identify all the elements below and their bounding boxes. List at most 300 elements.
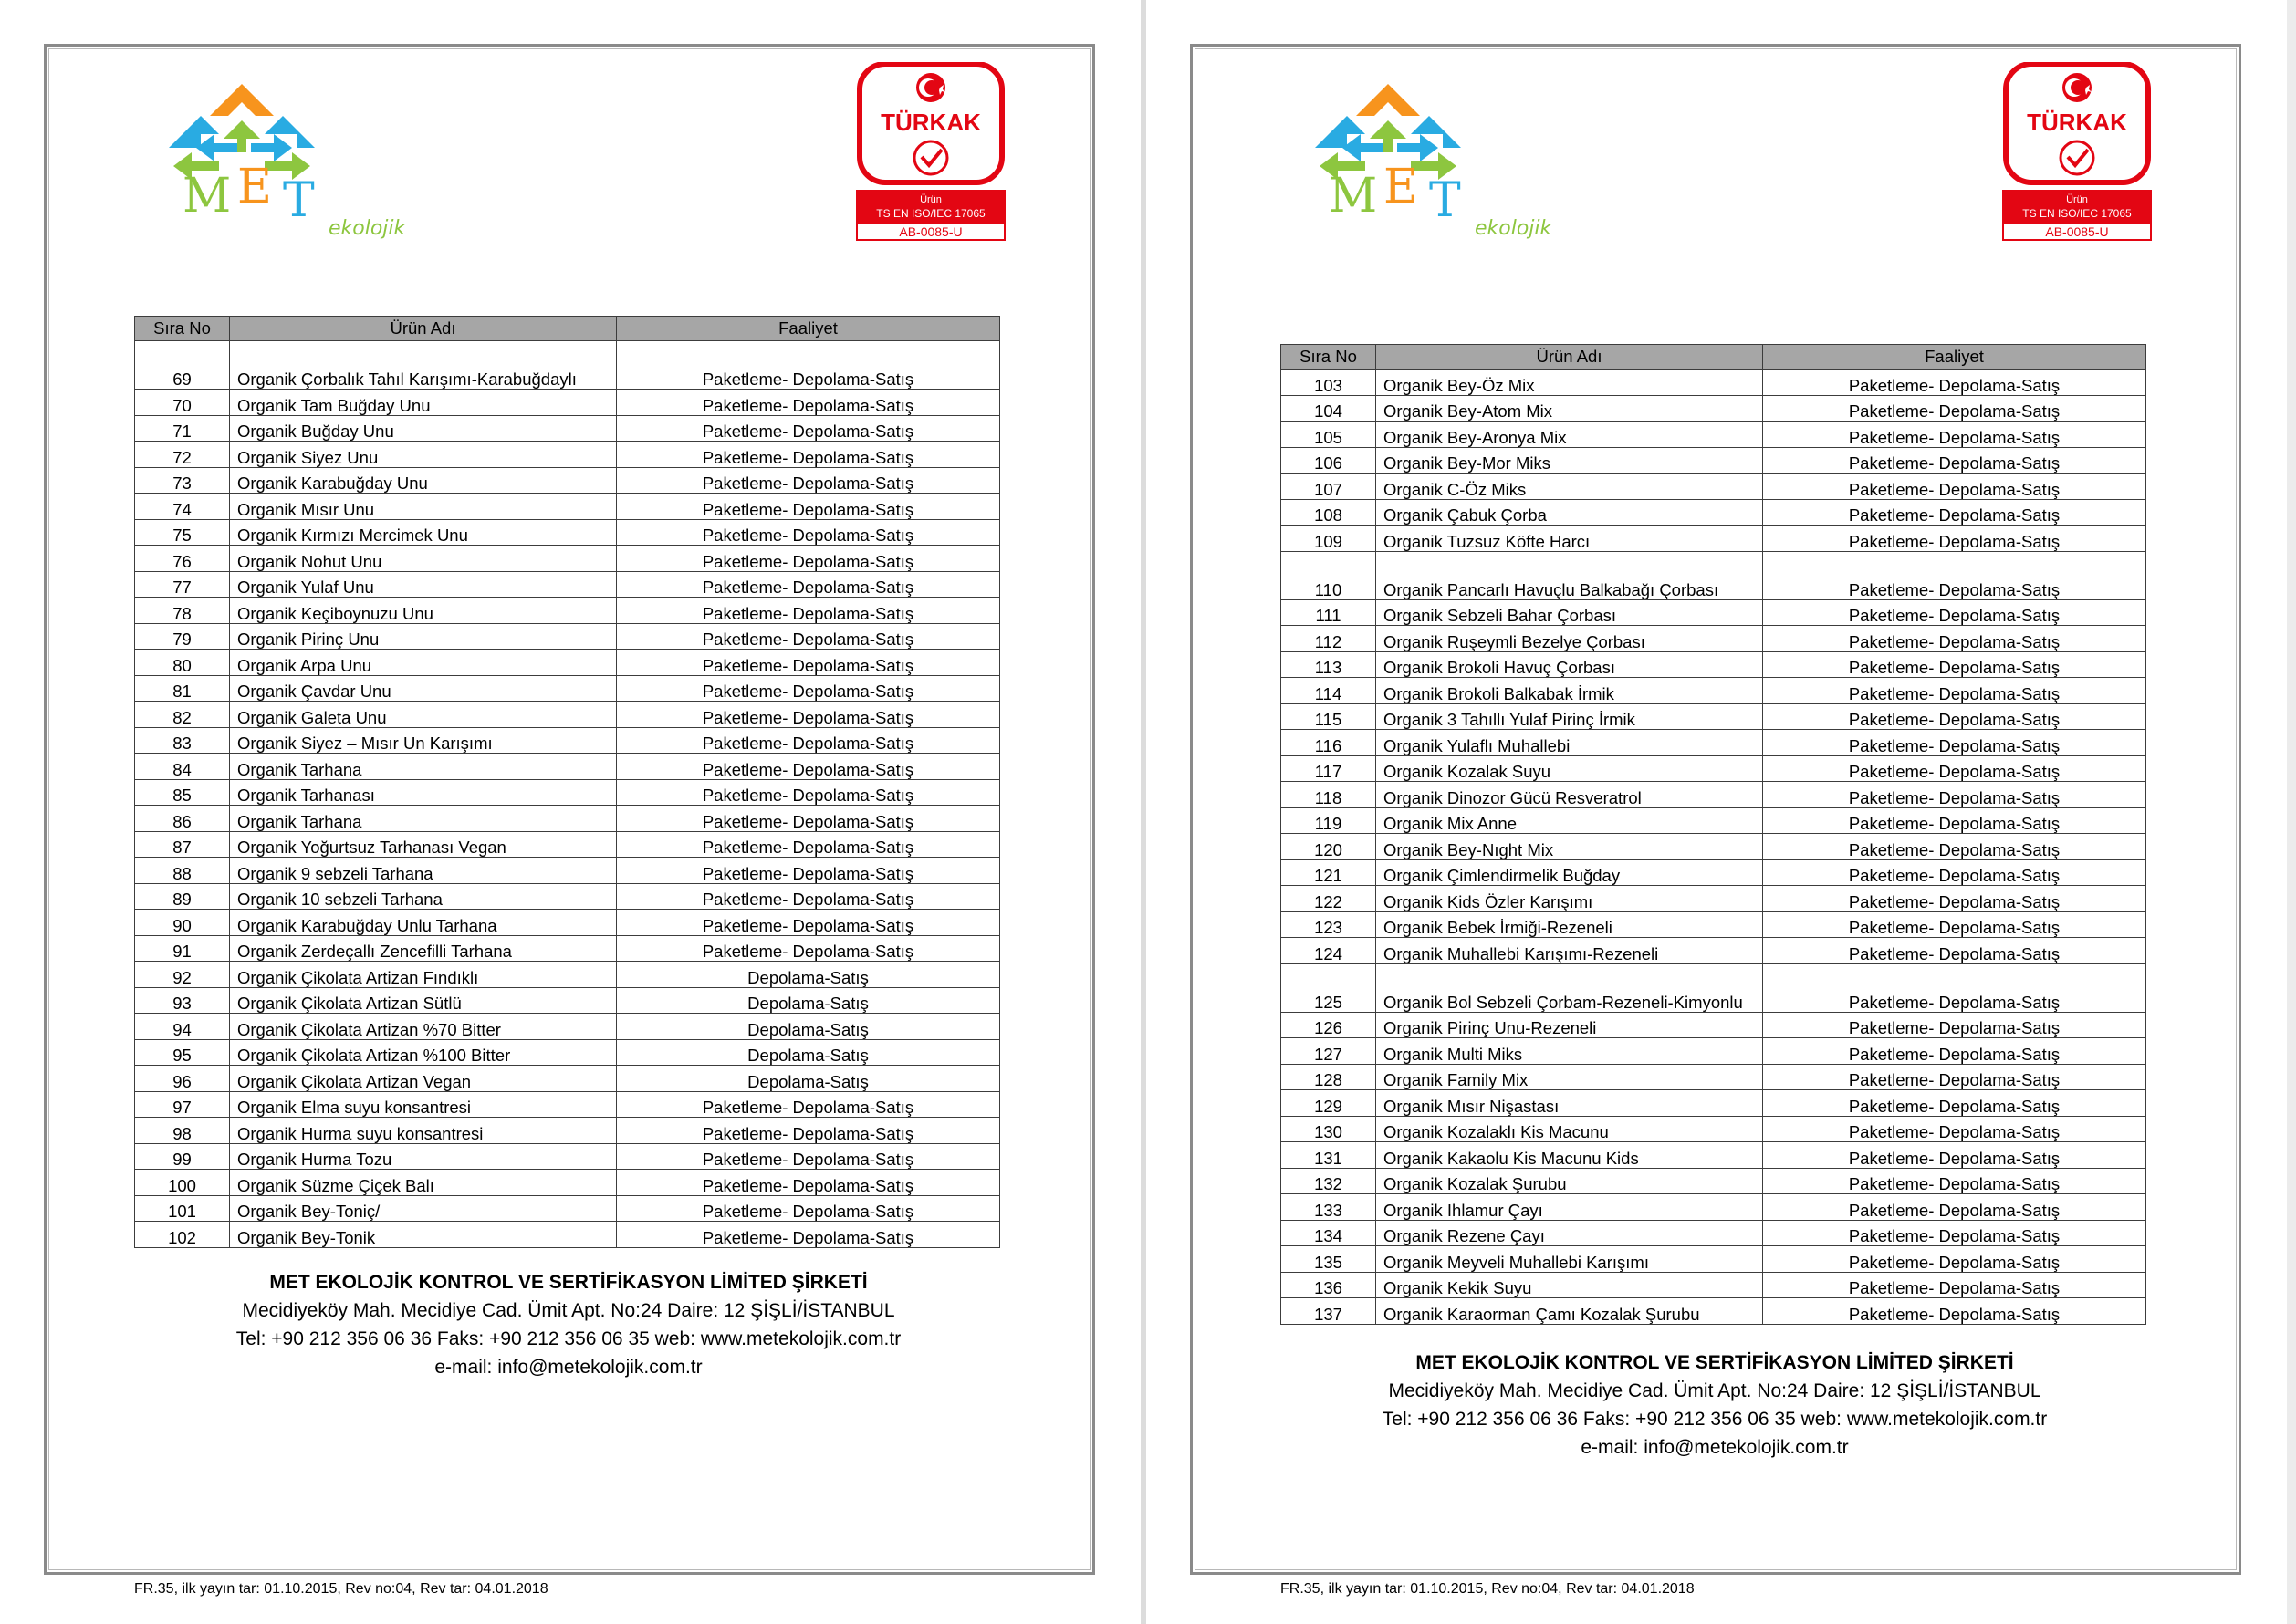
product-name-cell: Organik 9 sebzeli Tarhana (230, 858, 617, 884)
row-number-cell: 107 (1281, 474, 1376, 500)
row-number-cell: 105 (1281, 422, 1376, 448)
activity-cell: Paketleme- Depolama-Satış (1763, 1038, 2146, 1065)
row-number-cell: 93 (135, 987, 230, 1014)
logo-subtext: ekolojik (329, 217, 406, 240)
activity-cell: Depolama-Satış (617, 1039, 1000, 1066)
product-name-cell: Organik Kozalak Suyu (1376, 755, 1763, 782)
turkak-code: AB-0085-U (2045, 224, 2109, 239)
product-name-cell: Organik Bey-Nıght Mix (1376, 834, 1763, 860)
activity-cell: Paketleme- Depolama-Satış (1763, 911, 2146, 938)
product-name-cell: Organik C-Öz Miks (1376, 474, 1763, 500)
activity-cell: Paketleme- Depolama-Satış (617, 519, 1000, 546)
page-left (0, 0, 1141, 1624)
activity-cell: Depolama-Satış (617, 987, 1000, 1014)
table-row (135, 1195, 1000, 1222)
product-name-cell: Organik Bol Sebzeli Çorbam-Rezeneli-Kimyonlu (1376, 963, 1763, 1012)
product-name-cell: Organik Siyez Unu (230, 442, 617, 468)
table-row (135, 598, 1000, 624)
product-name-cell: Organik Çorbalık Tahıl Karışımı-Karabuğdaylı (230, 341, 617, 390)
activity-cell: Paketleme- Depolama-Satış (1763, 526, 2146, 552)
table-row (135, 1014, 1000, 1040)
table-row (1281, 755, 2146, 782)
column-header-name: Ürün Adı (230, 317, 617, 341)
activity-cell: Paketleme- Depolama-Satış (1763, 1220, 2146, 1246)
product-name-cell: Organik Elma suyu konsantresi (230, 1091, 617, 1118)
product-name-cell: Organik Çikolata Artizan Vegan (230, 1066, 617, 1092)
product-name-cell: Organik Keçiboynuzu Unu (230, 598, 617, 624)
activity-cell: Paketleme- Depolama-Satış (617, 1222, 1000, 1248)
activity-cell: Paketleme- Depolama-Satış (617, 571, 1000, 598)
product-name-cell: Organik Çimlendirmelik Buğday (1376, 859, 1763, 886)
activity-cell: Paketleme- Depolama-Satış (617, 1195, 1000, 1222)
activity-cell: Paketleme- Depolama-Satış (1763, 755, 2146, 782)
activity-cell: Paketleme- Depolama-Satış (617, 806, 1000, 832)
company-email: e-mail: info@metekolojik.com.tr (1581, 1437, 1849, 1458)
activity-cell: Depolama-Satış (617, 1066, 1000, 1092)
row-number-cell: 117 (1281, 755, 1376, 782)
product-name-cell: Organik Ihlamur Çayı (1376, 1194, 1763, 1221)
row-number-cell: 73 (135, 467, 230, 494)
product-name-cell: Organik Bey-Aronya Mix (1376, 422, 1763, 448)
activity-cell: Paketleme- Depolama-Satış (1763, 1012, 2146, 1038)
row-number-cell: 123 (1281, 911, 1376, 938)
logo-letter-t: T (283, 173, 315, 228)
row-number-cell: 69 (135, 341, 230, 390)
product-name-cell: Organik Galeta Unu (230, 702, 617, 728)
product-name-cell: Organik Multi Miks (1376, 1038, 1763, 1065)
page-right (1146, 0, 2287, 1624)
company-info (135, 1268, 1002, 1381)
row-number-cell: 86 (135, 806, 230, 832)
logo-letter-t: T (1429, 173, 1461, 228)
activity-cell: Paketleme- Depolama-Satış (1763, 499, 2146, 526)
table-row (1281, 1064, 2146, 1090)
row-number-cell: 120 (1281, 834, 1376, 860)
row-number-cell: 84 (135, 754, 230, 780)
row-number-cell: 88 (135, 858, 230, 884)
table-row (135, 675, 1000, 702)
activity-cell: Paketleme- Depolama-Satış (1763, 1090, 2146, 1117)
row-number-cell: 119 (1281, 807, 1376, 834)
row-number-cell: 133 (1281, 1194, 1376, 1221)
row-number-cell: 70 (135, 390, 230, 416)
table-row (1281, 911, 2146, 938)
row-number-cell: 114 (1281, 678, 1376, 704)
activity-cell: Paketleme- Depolama-Satış (617, 598, 1000, 624)
column-header-no: Sıra No (135, 317, 230, 341)
row-number-cell: 79 (135, 623, 230, 650)
product-name-cell: Organik Süzme Çiçek Balı (230, 1170, 617, 1196)
turkak-line1: Ürün (920, 194, 942, 205)
row-number-cell: 136 (1281, 1272, 1376, 1298)
table-row (135, 727, 1000, 754)
table-row (1281, 807, 2146, 834)
row-number-cell: 98 (135, 1118, 230, 1144)
table-row (135, 962, 1000, 988)
turkak-accreditation-logo (2002, 62, 2152, 245)
column-header-no: Sıra No (1281, 345, 1376, 370)
table-row (135, 1143, 1000, 1170)
row-number-cell: 92 (135, 962, 230, 988)
table-row (135, 1066, 1000, 1092)
row-number-cell: 83 (135, 727, 230, 754)
table-row (1281, 1012, 2146, 1038)
table-row (135, 806, 1000, 832)
table-row (1281, 834, 2146, 860)
activity-cell: Depolama-Satış (617, 962, 1000, 988)
table-row (135, 494, 1000, 520)
logo-letter-m: M (1329, 169, 1378, 224)
activity-cell: Paketleme- Depolama-Satış (617, 858, 1000, 884)
company-address: Mecidiyeköy Mah. Mecidiye Cad. Ümit Apt. No:24 Daire: 12 ŞİŞLİ/İSTANBUL (1388, 1380, 2041, 1401)
row-number-cell: 128 (1281, 1064, 1376, 1090)
row-number-cell: 91 (135, 935, 230, 962)
activity-cell: Paketleme- Depolama-Satış (1763, 730, 2146, 756)
row-number-cell: 124 (1281, 938, 1376, 964)
activity-cell: Paketleme- Depolama-Satış (1763, 1142, 2146, 1169)
row-number-cell: 99 (135, 1143, 230, 1170)
turkak-accreditation-logo (856, 62, 1006, 245)
logo-letter-e: E (1383, 160, 1418, 214)
row-number-cell: 76 (135, 546, 230, 572)
activity-cell: Paketleme- Depolama-Satış (617, 935, 1000, 962)
activity-cell: Paketleme- Depolama-Satış (1763, 834, 2146, 860)
product-name-cell: Organik Buğday Unu (230, 415, 617, 442)
table-row (135, 831, 1000, 858)
row-number-cell: 77 (135, 571, 230, 598)
table-row (135, 519, 1000, 546)
product-name-cell: Organik Bey-Mor Miks (1376, 447, 1763, 474)
activity-cell: Paketleme- Depolama-Satış (1763, 1116, 2146, 1142)
row-number-cell: 96 (135, 1066, 230, 1092)
product-name-cell: Organik 3 Tahıllı Yulaf Pirinç İrmik (1376, 703, 1763, 730)
product-name-cell: Organik Bey-Tonik (230, 1222, 617, 1248)
table-row (1281, 782, 2146, 808)
product-name-cell: Organik Zerdeçallı Zencefilli Tarhana (230, 935, 617, 962)
met-ekolojik-logo (137, 66, 447, 248)
activity-cell: Paketleme- Depolama-Satış (1763, 859, 2146, 886)
row-number-cell: 106 (1281, 447, 1376, 474)
activity-cell: Paketleme- Depolama-Satış (1763, 626, 2146, 652)
table-row (1281, 526, 2146, 552)
activity-cell: Paketleme- Depolama-Satış (1763, 963, 2146, 1012)
product-name-cell: Organik Sebzeli Bahar Çorbası (1376, 599, 1763, 626)
activity-cell: Paketleme- Depolama-Satış (617, 341, 1000, 390)
table-row (135, 754, 1000, 780)
activity-cell: Paketleme- Depolama-Satış (1763, 447, 2146, 474)
product-name-cell: Organik Family Mix (1376, 1064, 1763, 1090)
met-ekolojik-logo (1283, 66, 1593, 248)
row-number-cell: 118 (1281, 782, 1376, 808)
product-name-cell: Organik Bey-Toniç/ (230, 1195, 617, 1222)
table-row (135, 779, 1000, 806)
row-number-cell: 109 (1281, 526, 1376, 552)
activity-cell: Paketleme- Depolama-Satış (617, 442, 1000, 468)
product-name-cell: Organik Kekik Suyu (1376, 1272, 1763, 1298)
activity-cell: Paketleme- Depolama-Satış (1763, 474, 2146, 500)
table-row (135, 341, 1000, 390)
table-row (135, 935, 1000, 962)
product-name-cell: Organik Meyveli Muhallebi Karışımı (1376, 1246, 1763, 1273)
table-row (1281, 886, 2146, 912)
table-row (135, 1039, 1000, 1066)
product-name-cell: Organik Siyez – Mısır Un Karışımı (230, 727, 617, 754)
product-name-cell: Organik Tarhana (230, 806, 617, 832)
row-number-cell: 121 (1281, 859, 1376, 886)
activity-cell: Paketleme- Depolama-Satış (1763, 651, 2146, 678)
activity-cell: Paketleme- Depolama-Satış (617, 467, 1000, 494)
product-name-cell: Organik Pancarlı Havuçlu Balkabağı Çorbası (1376, 551, 1763, 599)
table-row (135, 1170, 1000, 1196)
activity-cell: Paketleme- Depolama-Satış (617, 883, 1000, 910)
table-row (135, 650, 1000, 676)
product-name-cell: Organik Dinozor Gücü Resveratrol (1376, 782, 1763, 808)
table-row (1281, 499, 2146, 526)
product-name-cell: Organik Çikolata Artizan %70 Bitter (230, 1014, 617, 1040)
product-name-cell: Organik Brokoli Balkabak İrmik (1376, 678, 1763, 704)
row-number-cell: 80 (135, 650, 230, 676)
table-row (1281, 422, 2146, 448)
row-number-cell: 87 (135, 831, 230, 858)
form-revision-footer: FR.35, ilk yayın tar: 01.10.2015, Rev no:04, Rev tar: 04.01.2018 (134, 1581, 548, 1597)
activity-cell: Paketleme- Depolama-Satış (617, 727, 1000, 754)
row-number-cell: 137 (1281, 1298, 1376, 1325)
product-name-cell: Organik Karabuğday Unlu Tarhana (230, 910, 617, 936)
activity-cell: Paketleme- Depolama-Satış (617, 494, 1000, 520)
row-number-cell: 126 (1281, 1012, 1376, 1038)
row-number-cell: 72 (135, 442, 230, 468)
logo-letter-e: E (237, 160, 272, 214)
product-name-cell: Organik Çavdar Unu (230, 675, 617, 702)
row-number-cell: 132 (1281, 1168, 1376, 1194)
activity-cell: Paketleme- Depolama-Satış (617, 779, 1000, 806)
product-name-cell: Organik Çikolata Artizan Fındıklı (230, 962, 617, 988)
table-row (135, 623, 1000, 650)
table-row (135, 1118, 1000, 1144)
product-name-cell: Organik Pirinç Unu (230, 623, 617, 650)
product-name-cell: Organik Nohut Unu (230, 546, 617, 572)
product-name-cell: Organik Tuzsuz Köfte Harcı (1376, 526, 1763, 552)
row-number-cell: 116 (1281, 730, 1376, 756)
table-row (1281, 730, 2146, 756)
row-number-cell: 102 (135, 1222, 230, 1248)
product-name-cell: Organik Rezene Çayı (1376, 1220, 1763, 1246)
activity-cell: Paketleme- Depolama-Satış (617, 1091, 1000, 1118)
product-name-cell: Organik Kozalak Şurubu (1376, 1168, 1763, 1194)
table-row (1281, 1116, 2146, 1142)
column-header-activity: Faaliyet (617, 317, 1000, 341)
product-name-cell: Organik Yulaflı Muhallebi (1376, 730, 1763, 756)
activity-cell: Paketleme- Depolama-Satış (1763, 395, 2146, 422)
row-number-cell: 134 (1281, 1220, 1376, 1246)
table-row (1281, 859, 2146, 886)
product-name-cell: Organik Pirinç Unu-Rezeneli (1376, 1012, 1763, 1038)
table-row (1281, 1194, 2146, 1221)
table-row (135, 467, 1000, 494)
table-row (1281, 963, 2146, 1012)
row-number-cell: 89 (135, 883, 230, 910)
activity-cell: Paketleme- Depolama-Satış (1763, 782, 2146, 808)
row-number-cell: 110 (1281, 551, 1376, 599)
table-row (1281, 651, 2146, 678)
activity-cell: Paketleme- Depolama-Satış (1763, 1298, 2146, 1325)
turkak-brand: TÜRKAK (2027, 109, 2127, 136)
activity-cell: Paketleme- Depolama-Satış (1763, 886, 2146, 912)
table-row (135, 442, 1000, 468)
activity-cell: Paketleme- Depolama-Satış (617, 546, 1000, 572)
row-number-cell: 97 (135, 1091, 230, 1118)
activity-cell: Paketleme- Depolama-Satış (1763, 599, 2146, 626)
product-name-cell: Organik Kakaolu Kis Macunu Kids (1376, 1142, 1763, 1169)
table-row (1281, 599, 2146, 626)
product-name-cell: Organik Hurma suyu konsantresi (230, 1118, 617, 1144)
table-row (135, 546, 1000, 572)
row-number-cell: 95 (135, 1039, 230, 1066)
activity-cell: Paketleme- Depolama-Satış (617, 1170, 1000, 1196)
turkak-line2: TS EN ISO/IEC 17065 (2022, 207, 2132, 220)
activity-cell: Paketleme- Depolama-Satış (1763, 1194, 2146, 1221)
product-name-cell: Organik Tarhanası (230, 779, 617, 806)
product-table-right (1280, 344, 2146, 1325)
table-row (135, 1222, 1000, 1248)
table-row (1281, 1090, 2146, 1117)
product-name-cell: Organik Brokoli Havuç Çorbası (1376, 651, 1763, 678)
table-row (1281, 1298, 2146, 1325)
table-row (135, 390, 1000, 416)
activity-cell: Paketleme- Depolama-Satış (1763, 370, 2146, 396)
row-number-cell: 71 (135, 415, 230, 442)
product-name-cell: Organik Karabuğday Unu (230, 467, 617, 494)
row-number-cell: 101 (135, 1195, 230, 1222)
product-name-cell: Organik Kozalaklı Kis Macunu (1376, 1116, 1763, 1142)
activity-cell: Paketleme- Depolama-Satış (617, 910, 1000, 936)
product-name-cell: Organik Bey-Atom Mix (1376, 395, 1763, 422)
product-name-cell: Organik Çabuk Çorba (1376, 499, 1763, 526)
company-contact: Tel: +90 212 356 06 36 Faks: +90 212 356 06 35 web: www.metekolojik.com.tr (1382, 1409, 2048, 1430)
row-number-cell: 113 (1281, 651, 1376, 678)
table-row (1281, 447, 2146, 474)
activity-cell: Paketleme- Depolama-Satış (617, 650, 1000, 676)
turkak-brand: TÜRKAK (881, 109, 981, 136)
row-number-cell: 125 (1281, 963, 1376, 1012)
activity-cell: Paketleme- Depolama-Satış (1763, 1064, 2146, 1090)
activity-cell: Paketleme- Depolama-Satış (1763, 1272, 2146, 1298)
product-name-cell: Organik Tarhana (230, 754, 617, 780)
table-row (135, 702, 1000, 728)
table-row (1281, 1272, 2146, 1298)
row-number-cell: 85 (135, 779, 230, 806)
column-header-name: Ürün Adı (1376, 345, 1763, 370)
row-number-cell: 103 (1281, 370, 1376, 396)
turkak-code: AB-0085-U (899, 224, 963, 239)
company-name: MET EKOLOJİK KONTROL VE SERTİFİKASYON LİMİTED ŞİRKETİ (269, 1272, 868, 1293)
table-row (135, 883, 1000, 910)
product-table-left (134, 316, 1000, 1248)
activity-cell: Paketleme- Depolama-Satış (1763, 1168, 2146, 1194)
table-row (1281, 703, 2146, 730)
table-row (1281, 1142, 2146, 1169)
product-name-cell: Organik Karaorman Çamı Kozalak Şurubu (1376, 1298, 1763, 1325)
product-name-cell: Organik Ruşeymli Bezelye Çorbası (1376, 626, 1763, 652)
table-header-row (1281, 345, 2146, 370)
company-info (1281, 1348, 2148, 1462)
table-row (135, 910, 1000, 936)
row-number-cell: 115 (1281, 703, 1376, 730)
row-number-cell: 75 (135, 519, 230, 546)
row-number-cell: 94 (135, 1014, 230, 1040)
table-row (135, 1091, 1000, 1118)
row-number-cell: 74 (135, 494, 230, 520)
table-row (1281, 938, 2146, 964)
activity-cell: Paketleme- Depolama-Satış (1763, 422, 2146, 448)
product-name-cell: Organik Kids Özler Karışımı (1376, 886, 1763, 912)
row-number-cell: 82 (135, 702, 230, 728)
activity-cell: Paketleme- Depolama-Satış (617, 1143, 1000, 1170)
product-name-cell: Organik Yulaf Unu (230, 571, 617, 598)
row-number-cell: 130 (1281, 1116, 1376, 1142)
table-row (1281, 395, 2146, 422)
table-row (1281, 474, 2146, 500)
product-name-cell: Organik Yoğurtsuz Tarhanası Vegan (230, 831, 617, 858)
table-row (1281, 1168, 2146, 1194)
table-row (1281, 1246, 2146, 1273)
table-row (1281, 1038, 2146, 1065)
activity-cell: Paketleme- Depolama-Satış (617, 754, 1000, 780)
table-row (1281, 626, 2146, 652)
row-number-cell: 78 (135, 598, 230, 624)
product-name-cell: Organik Çikolata Artizan Sütlü (230, 987, 617, 1014)
row-number-cell: 104 (1281, 395, 1376, 422)
activity-cell: Paketleme- Depolama-Satış (617, 623, 1000, 650)
table-row (135, 858, 1000, 884)
logo-subtext: ekolojik (1475, 217, 1552, 240)
activity-cell: Paketleme- Depolama-Satış (1763, 703, 2146, 730)
activity-cell: Paketleme- Depolama-Satış (1763, 938, 2146, 964)
table-row (135, 987, 1000, 1014)
form-revision-footer: FR.35, ilk yayın tar: 01.10.2015, Rev no:04, Rev tar: 04.01.2018 (1280, 1581, 1695, 1597)
company-name: MET EKOLOJİK KONTROL VE SERTİFİKASYON LİMİTED ŞİRKETİ (1415, 1352, 2014, 1373)
product-name-cell: Organik Hurma Tozu (230, 1143, 617, 1170)
row-number-cell: 127 (1281, 1038, 1376, 1065)
product-name-cell: Organik Muhallebi Karışımı-Rezeneli (1376, 938, 1763, 964)
activity-cell: Paketleme- Depolama-Satış (617, 675, 1000, 702)
table-row (1281, 678, 2146, 704)
product-name-cell: Organik Bey-Öz Mix (1376, 370, 1763, 396)
activity-cell: Paketleme- Depolama-Satış (617, 1118, 1000, 1144)
company-address: Mecidiyeköy Mah. Mecidiye Cad. Ümit Apt. No:24 Daire: 12 ŞİŞLİ/İSTANBUL (242, 1300, 895, 1321)
activity-cell: Paketleme- Depolama-Satış (1763, 551, 2146, 599)
turkak-line2: TS EN ISO/IEC 17065 (876, 207, 986, 220)
product-name-cell: Organik Mısır Unu (230, 494, 617, 520)
company-contact: Tel: +90 212 356 06 36 Faks: +90 212 356 06 35 web: www.metekolojik.com.tr (235, 1328, 902, 1349)
row-number-cell: 131 (1281, 1142, 1376, 1169)
turkak-line1: Ürün (2066, 194, 2088, 205)
product-name-cell: Organik Arpa Unu (230, 650, 617, 676)
product-name-cell: Organik Mix Anne (1376, 807, 1763, 834)
row-number-cell: 111 (1281, 599, 1376, 626)
activity-cell: Paketleme- Depolama-Satış (617, 390, 1000, 416)
activity-cell: Paketleme- Depolama-Satış (1763, 1246, 2146, 1273)
activity-cell: Depolama-Satış (617, 1014, 1000, 1040)
column-header-activity: Faaliyet (1763, 345, 2146, 370)
table-row (1281, 1220, 2146, 1246)
product-name-cell: Organik Kırmızı Mercimek Unu (230, 519, 617, 546)
product-name-cell: Organik Çikolata Artizan %100 Bitter (230, 1039, 617, 1066)
table-row (135, 571, 1000, 598)
product-name-cell: Organik 10 sebzeli Tarhana (230, 883, 617, 910)
activity-cell: Paketleme- Depolama-Satış (617, 702, 1000, 728)
row-number-cell: 122 (1281, 886, 1376, 912)
